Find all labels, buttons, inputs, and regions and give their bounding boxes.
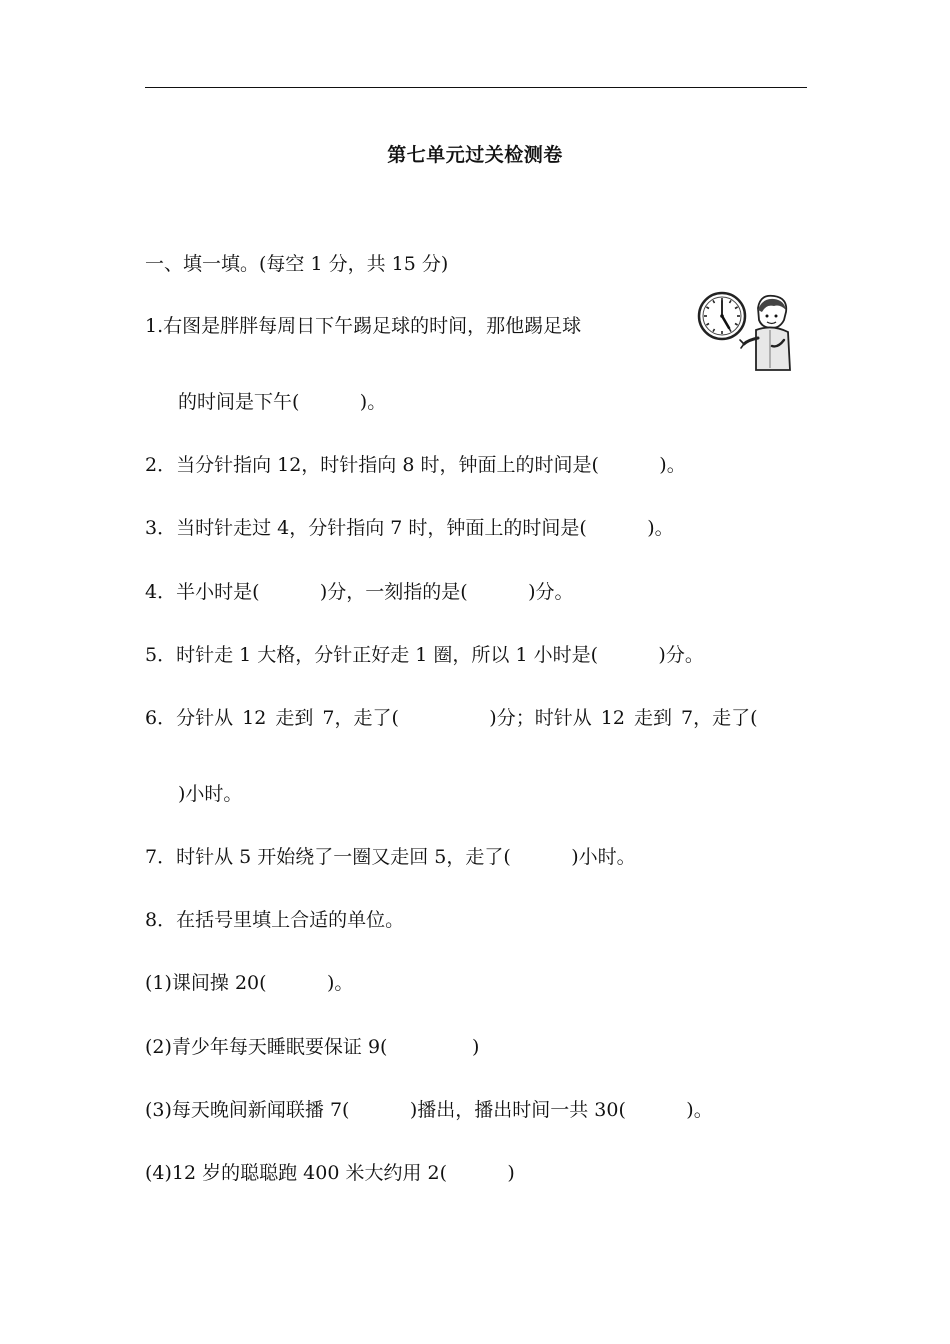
- question-1-line-1: 1.右图是胖胖每周日下午踢足球的时间，那他踢足球: [145, 315, 582, 337]
- section-heading: 一、填一填。(每空 1 分，共 15 分): [145, 253, 449, 275]
- clock-icon: [699, 293, 745, 339]
- question-6-line-2: )小时。: [178, 783, 243, 805]
- question-4: 4．半小时是( )分，一刻指的是( )分。: [145, 581, 574, 603]
- question-8: 8．在括号里填上合适的单位。: [145, 909, 405, 931]
- question-2: 2．当分针指向 12，时针指向 8 时，钟面上的时间是( )。: [145, 454, 686, 476]
- question-5: 5．时针走 1 大格，分针正好走 1 圈，所以 1 小时是( )分。: [145, 644, 704, 666]
- question-3: 3．当时针走过 4，分针指向 7 时，钟面上的时间是( )。: [145, 517, 674, 539]
- question-7: 7．时针从 5 开始绕了一圈又走回 5，走了( )小时。: [145, 846, 636, 868]
- question-1-line-2: 的时间是下午( )。: [178, 391, 387, 413]
- question-8-part-3: (3)每天晚间新闻联播 7( )播出，播出时间一共 30( )。: [145, 1099, 713, 1121]
- boy-icon: [740, 296, 790, 370]
- question-6-line-1: 6．分针从 12 走到 7，走了( )分；时针从 12 走到 7，走了(: [145, 707, 758, 729]
- page-title: 第七单元过关检测卷: [387, 144, 563, 166]
- question-8-part-2: (2)青少年每天睡眠要保证 9( ): [145, 1036, 480, 1058]
- question-8-part-1: (1)课间操 20( )。: [145, 972, 354, 994]
- header-rule: [145, 87, 807, 88]
- clock-and-boy-illustration: [696, 290, 792, 374]
- question-8-part-4: (4)12 岁的聪聪跑 400 米大约用 2( ): [145, 1162, 515, 1184]
